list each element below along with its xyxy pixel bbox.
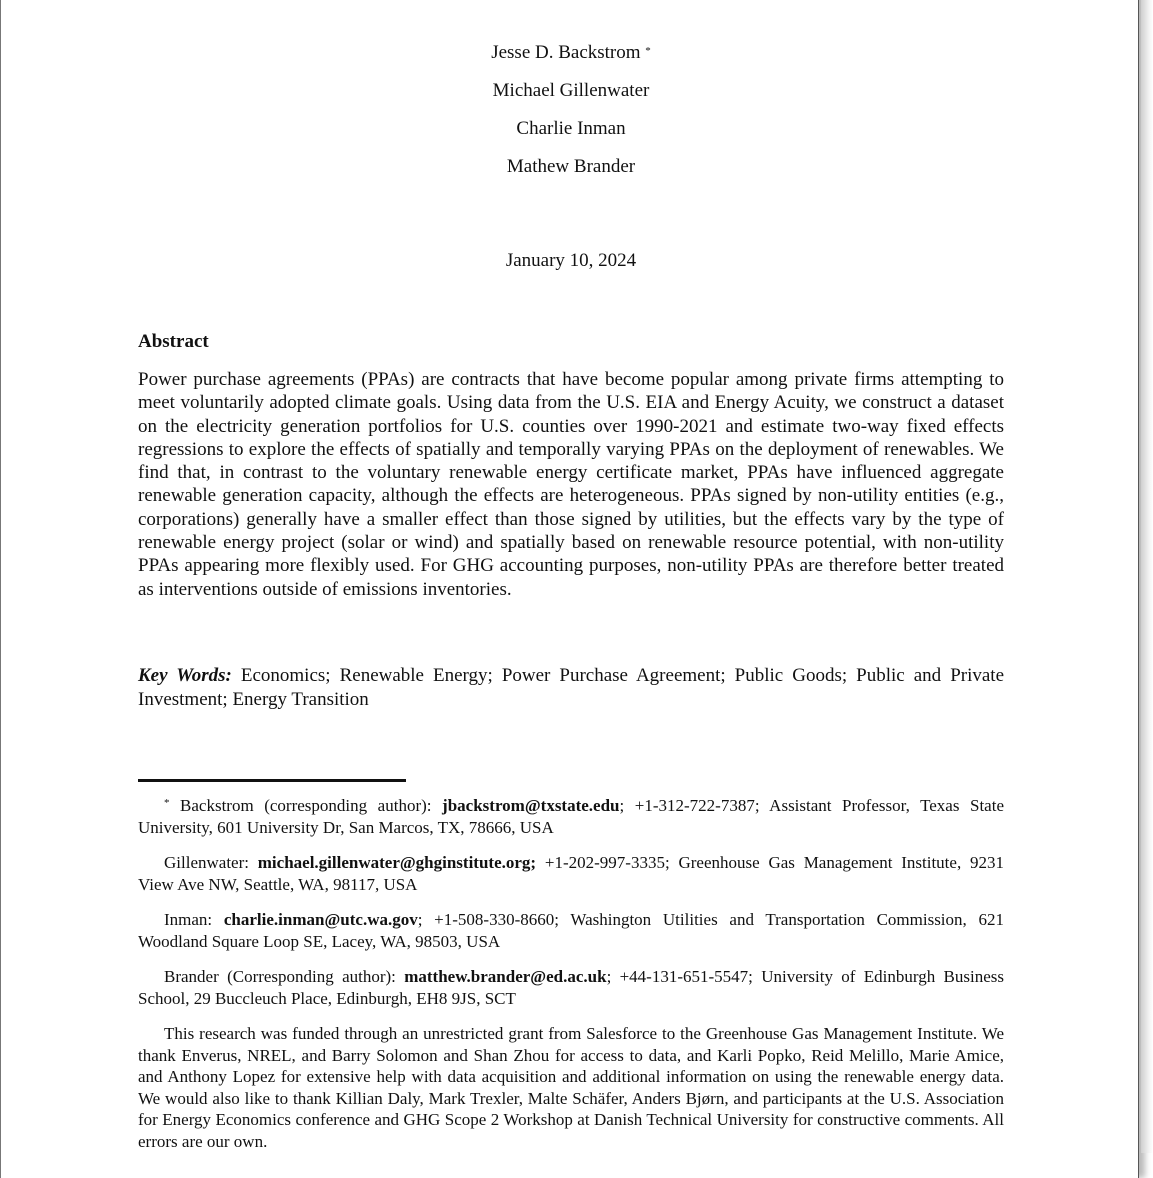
footnote-lead: Brander (Corresponding author): xyxy=(164,967,405,986)
footnote-email[interactable]: jbackstrom@txstate.edu xyxy=(442,796,620,815)
footnote-details: ; +1-312-722-7387; Assistant Professor, Texas State University, 601 University Dr, San Marcos, TX, 78666, USA xyxy=(138,796,1004,837)
author-name: Michael Gillenwater xyxy=(492,80,650,101)
author-list xyxy=(1,40,1141,192)
paper-date: January 10, 2024 xyxy=(505,250,637,271)
author-name: Charlie Inman xyxy=(516,118,626,139)
acknowledgement-note: This research was funded through an unrestricted grant from Salesforce to the Greenhouse Gas Management Institute. We thank Enverus, NREL, and Barry Solomon and Shan Zhou for access to data, and Karli Popko, Reid Melillo, Marie Amice, and Anthony Lopez for extensive help with data acquisition and additional information on using the renewable energy data. We would also like to thank Killian Daly, Mark Trexler, Malte Schäfer, Anders Bjørn, and participants at the U.S. Association for Energy Economics conference and GHG Scope 2 Workshop at Danish Technical University for constructive comments. All errors are our own. xyxy=(138,1024,1004,1151)
footnote-mark: * xyxy=(164,797,170,809)
abstract-text: Power purchase agreements (PPAs) are contracts that have become popular among private firms attempting to meet voluntarily adopted climate goals. Using data from the U.S. EIA and Energy Acuity, we construct a dataset on the electricity generation portfolios for U.S. counties over 1990-2021 and estimate two-way fixed effects regressions to explore the effects of spatially and temporally varying PPAs on the deployment of renewables. We find that, in contrast to the voluntary renewable energy certificate market, PPAs have influenced aggregate renewable generation capacity, although the effects are heterogeneous. PPAs signed by non-utility entities (e.g., corporations) generally have a smaller effect than those signed by utilities, but the effects vary by the type of renewable energy project (solar or wind) and spatially based on renewable resource potential, with non-utility PPAs appearing more flexibly used. For GHG accounting purposes, non-utility PPAs are therefore better treated as interventions outside of emissions inventories. xyxy=(138,369,1004,600)
abstract-heading: Abstract xyxy=(138,331,209,352)
author-line xyxy=(1,40,1141,78)
keywords-text: Economics; Renewable Energy; Power Purchase Agreement; Public Goods; Public and Private Investment; Energy Transition xyxy=(138,665,1005,710)
footnote-email[interactable]: charlie.inman@utc.wa.gov xyxy=(223,910,418,929)
footnote-gillenwater xyxy=(138,852,1004,895)
footnote-inman xyxy=(138,909,1004,952)
footnotes xyxy=(138,795,1004,1166)
author-line xyxy=(1,78,1141,116)
footnote-lead: Backstrom (corresponding author): xyxy=(169,796,443,815)
footnote-brander xyxy=(138,966,1004,1009)
keywords xyxy=(138,664,1004,712)
author-name: Mathew Brander xyxy=(506,156,636,177)
footnote-email[interactable]: matthew.brander@ed.ac.uk xyxy=(404,967,607,986)
footnote-email[interactable]: michael.gillenwater@ghginstitute.org; xyxy=(257,853,537,872)
page-shadow-edge xyxy=(1141,0,1153,1153)
footnote-details: ; +44-131-651-5547; University of Edinburgh Business School, 29 Buccleuch Place, Edinburgh, EH8 9JS, SCT xyxy=(138,967,1004,1008)
author-line xyxy=(1,116,1141,154)
author-footnote-mark: * xyxy=(645,45,651,57)
footnote-details: +1-202-997-3335; Greenhouse Gas Management Institute, 9231 View Ave NW, Seattle, WA, 98117, USA xyxy=(138,853,1004,894)
footnote-backstrom xyxy=(138,795,1004,838)
author-name: Jesse D. Backstrom xyxy=(491,42,641,63)
footnote-details: ; +1-508-330-8660; Washington Utilities and Transportation Commission, 621 Woodland Square Loop SE, Lacey, WA, 98503, USA xyxy=(138,910,1005,951)
keywords-label: Key Words: xyxy=(138,665,232,686)
footnote-separator xyxy=(138,779,406,782)
footnote-lead: Gillenwater: xyxy=(164,853,258,872)
footnote-lead: Inman: xyxy=(164,910,224,929)
author-line xyxy=(1,154,1141,192)
